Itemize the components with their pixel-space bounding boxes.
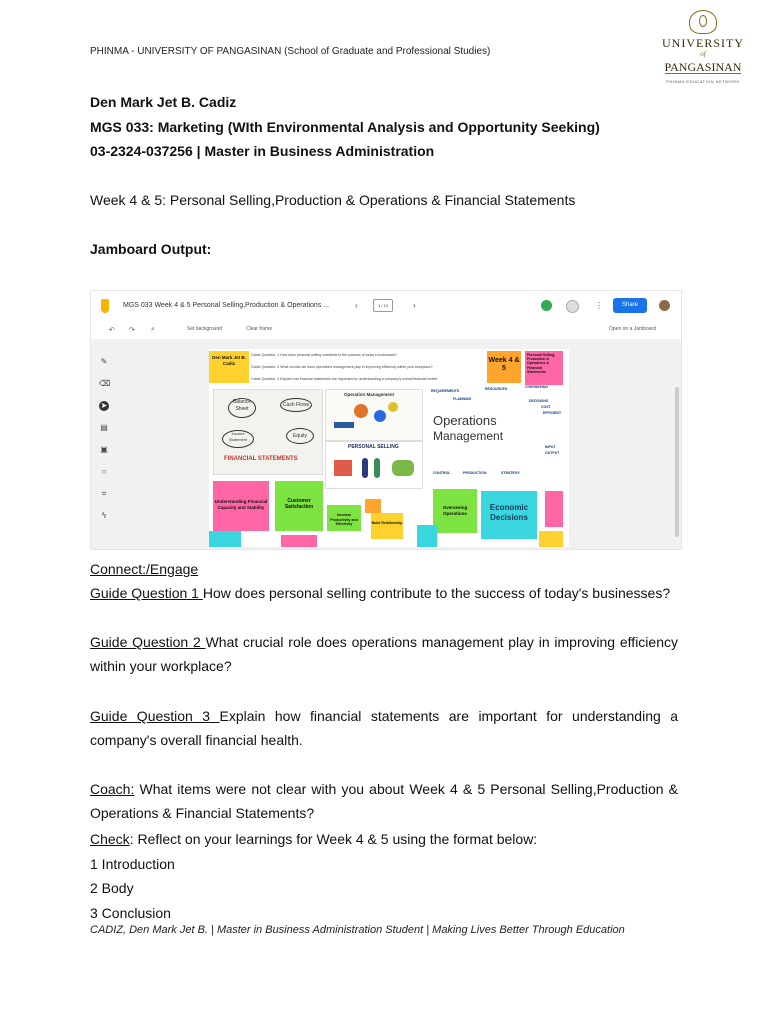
- redo-icon[interactable]: ↷: [129, 327, 135, 334]
- guide-question-2-label: Guide Question 2: [90, 634, 206, 650]
- student-id-program: 03-2324-037256 | Master in Business Administration: [90, 143, 435, 159]
- sticky-6: Economic Decisions: [481, 491, 537, 539]
- guide-question-2: [90, 630, 678, 678]
- sticky-note-icon[interactable]: ▤: [100, 423, 108, 432]
- format-item-2: 2 Body: [90, 880, 134, 896]
- om-word-11: PRODUCTION: [463, 471, 487, 475]
- student-name: Den Mark Jet B. Cadiz: [90, 94, 237, 110]
- name-sticky: Den Mark Jet B. Cadiz: [209, 351, 249, 383]
- select-icon[interactable]: ➤: [100, 401, 108, 410]
- laser-icon[interactable]: ϟ: [101, 511, 107, 520]
- sticky-4: Build Relationship: [371, 513, 403, 539]
- topic-sticky: Personal Selling, Production & Operations & Financial Statements: [525, 351, 563, 385]
- om-word-2: PLANNING: [453, 397, 472, 401]
- circle-icon[interactable]: ○: [101, 467, 107, 476]
- om-big-2: Management: [433, 429, 504, 443]
- guide-question-2-text: What crucial role does operations management play in improving efficiency within your workplace?: [90, 634, 678, 674]
- gear-icon: [374, 410, 386, 422]
- next-frame-button[interactable]: ›: [413, 301, 416, 310]
- sticky-deco: [281, 535, 317, 547]
- jam-question-2: Guide Question: 2 What crucial role does operations management play in improving efficiency within your workplace?: [251, 365, 433, 369]
- person-icon: [362, 458, 368, 478]
- more-menu-icon[interactable]: ⋮: [595, 301, 603, 310]
- sticky-deco: [209, 531, 241, 547]
- coach-label: Coach:: [90, 781, 135, 797]
- om-word-6: COST: [541, 405, 551, 409]
- logo-line-1: UNIVERSITY: [662, 36, 744, 50]
- crest-icon: [689, 10, 717, 34]
- course-title: MGS 033: Marketing (WIth Environmental Analysis and Opportunity Seeking): [90, 119, 600, 135]
- account-icon[interactable]: [566, 300, 579, 313]
- om-word-4: OVERSEEING: [525, 385, 549, 389]
- logo-line-2: of: [700, 50, 706, 58]
- shop-stall-icon: [334, 460, 352, 476]
- sticky-deco: [417, 525, 437, 547]
- coach-paragraph: [90, 777, 678, 825]
- guide-question-3-label: Guide Question 3: [90, 708, 220, 724]
- om-word-12: STRATEGY: [501, 471, 520, 475]
- jamboard-title: MGS 033 Week 4 & 5 Personal Selling,Production & Operations ...: [123, 302, 330, 309]
- fs-word-2: Cash Flows: [280, 398, 312, 412]
- jamboard-topbar: [91, 291, 681, 321]
- tool-rail: [97, 357, 111, 537]
- jam-question-1: Guide Question: 1 How does personal selling contribute to the success of today's businesses?: [251, 353, 398, 357]
- om-big-1: Operations: [433, 413, 497, 428]
- check-paragraph: [90, 831, 537, 847]
- open-on-jamboard-button[interactable]: Open on a Jamboard: [609, 326, 656, 332]
- week-sticky: Week 4 & 5: [487, 351, 521, 383]
- jamboard-canvas[interactable]: [91, 339, 681, 549]
- jamboard-heading: Jamboard Output:: [90, 241, 212, 257]
- om-word-5: DECISIONS: [529, 399, 549, 403]
- jam-question-3: Guide Question: 3 Explain how financial statements are important for understanding a company's overall financial health.: [251, 377, 438, 381]
- om-word-1: REQUIREMENTS: [431, 389, 460, 393]
- guide-question-1-text: How does personal selling contribute to the success of today's businesses?: [202, 585, 671, 601]
- pen-icon[interactable]: ✎: [100, 357, 108, 366]
- guide-question-1-label: Guide Question 1: [90, 585, 203, 601]
- om-word-8: INPUT: [545, 445, 556, 449]
- gear-icon: [354, 404, 368, 418]
- format-item-1: 1 Introduction: [90, 856, 175, 872]
- university-logo: [660, 10, 746, 86]
- om-word-10: CONTROL: [433, 471, 451, 475]
- fs-word-1: Balance Sheet: [228, 398, 256, 418]
- fs-word-3: Income Statement: [222, 430, 254, 448]
- week-title: Week 4 & 5: Personal Selling,Production & Operations & Financial Statements: [90, 192, 576, 208]
- fs-title: FINANCIAL STATEMENTS: [224, 456, 298, 462]
- operation-management-image: [325, 389, 423, 441]
- gear-icon: [388, 402, 398, 412]
- coach-text: What items were not clear with you about Week 4 & 5 Personal Selling,Production & Operations & Financial Statements?: [90, 781, 678, 821]
- conveyor-icon: [334, 422, 354, 428]
- financial-statements-image: [213, 389, 323, 475]
- logo-line-3: PANGASINAN: [664, 60, 742, 74]
- undo-icon[interactable]: ↶: [109, 327, 115, 334]
- sticky-2: Customer Satisfaction: [275, 481, 323, 531]
- guide-question-1: [90, 581, 678, 605]
- scrollbar[interactable]: [675, 387, 679, 537]
- jamboard-toolbar: [91, 323, 681, 337]
- sticky-3: Increase Productivity and Effectivity: [327, 505, 361, 531]
- sticky-deco: [365, 499, 381, 513]
- sticky-deco: [545, 491, 563, 527]
- om-word-9: OUTPUT: [545, 451, 560, 455]
- fs-word-4: Equity: [286, 428, 314, 444]
- check-label: Check: [90, 831, 130, 847]
- om-word-3: RESOURCES: [485, 387, 508, 391]
- sticky-deco: [539, 531, 563, 547]
- image-icon[interactable]: ▣: [100, 445, 108, 454]
- set-background-button[interactable]: Set background: [187, 326, 223, 332]
- om-small-title: Operation Management: [344, 392, 395, 397]
- clear-frame-button[interactable]: Clear frame: [246, 326, 273, 332]
- frame-indicator[interactable]: 1 / 10: [373, 299, 393, 312]
- plants-icon: [392, 460, 414, 476]
- jamboard-logo-icon: [101, 299, 109, 313]
- sticky-5: Overseeing Operations: [433, 489, 477, 533]
- textbox-icon[interactable]: ⌗: [101, 489, 107, 498]
- person-icon: [374, 458, 380, 478]
- ps-title: PERSONAL SELLING: [348, 444, 399, 450]
- guide-question-3: [90, 704, 678, 752]
- format-item-3: 3 Conclusion: [90, 905, 171, 921]
- logo-line-4: PHINMA EDUCATION NETWORK: [666, 79, 740, 84]
- check-text: : Reflect on your learnings for Week 4 & 5 using the format below:: [129, 831, 538, 847]
- jamboard-screenshot: [90, 290, 682, 550]
- jamboard-frame: [209, 349, 569, 547]
- avatar[interactable]: [659, 300, 670, 311]
- om-word-7: EFFICIENT: [543, 411, 562, 415]
- guide-question-3-text: Explain how financial statements are important for understanding a company's overall financial health.: [90, 708, 678, 748]
- institution-header: PHINMA - UNIVERSITY OF PANGASINAN (School of Graduate and Professional Studies): [90, 46, 491, 57]
- page-footer: CADIZ, Den Mark Jet B. | Master in Business Administration Student | Making Lives Better Through Education: [90, 924, 625, 936]
- sticky-1: Understanding Financial Capacity and Stability: [213, 481, 269, 531]
- meet-icon[interactable]: [541, 300, 552, 311]
- eraser-icon[interactable]: ⌫: [99, 379, 111, 388]
- share-button[interactable]: Share: [613, 298, 647, 313]
- personal-selling-image: [325, 441, 423, 489]
- prev-frame-button[interactable]: ‹: [355, 301, 358, 310]
- connect-engage-label: Connect:/Engage: [90, 561, 199, 577]
- zoom-icon[interactable]: ⌕: [151, 326, 155, 333]
- operations-management-graphic: [425, 387, 565, 483]
